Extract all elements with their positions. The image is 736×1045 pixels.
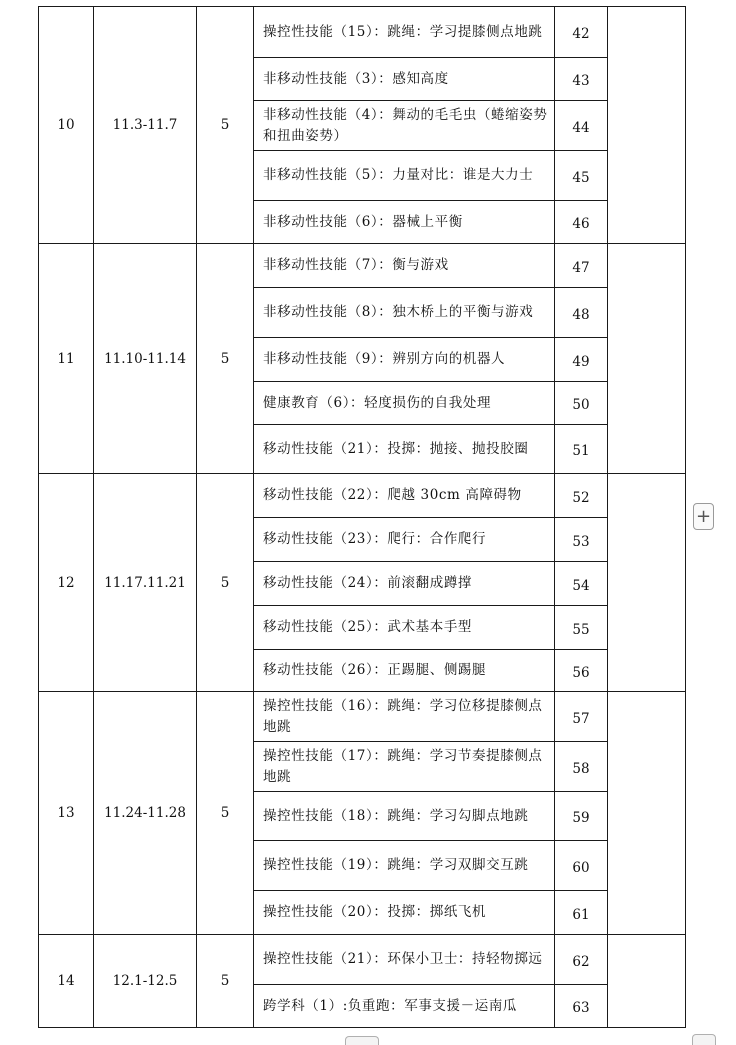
lesson-number-cell: 55	[555, 606, 608, 650]
lesson-number-cell: 62	[555, 935, 608, 985]
lesson-cell: 移动性技能（23）：爬行：合作爬行	[254, 518, 555, 562]
hours-cell: 5	[197, 935, 254, 1028]
corner-resize-handle[interactable]	[692, 1034, 716, 1045]
table-row	[39, 935, 686, 985]
notes-cell	[608, 935, 686, 1028]
lesson-number-cell: 43	[555, 58, 608, 101]
lesson-number-cell: 56	[555, 650, 608, 692]
lesson-cell: 操控性技能（20）：投掷：掷纸飞机	[254, 891, 555, 935]
lesson-cell: 操控性技能（17）：跳绳：学习节奏提膝侧点地跳	[254, 742, 555, 792]
lesson-cell: 移动性技能（24）：前滚翻成蹲撑	[254, 562, 555, 606]
lesson-number-cell: 63	[555, 985, 608, 1028]
lesson-cell: 非移动性技能（9）：辨别方向的机器人	[254, 338, 555, 382]
hours-cell: 5	[197, 474, 254, 692]
week-cell: 11	[39, 244, 94, 474]
hours-cell: 5	[197, 244, 254, 474]
date-range-cell: 11.3-11.7	[94, 7, 197, 244]
date-range-cell: 11.17.11.21	[94, 474, 197, 692]
lesson-cell: 移动性技能（26）：正踢腿、侧踢腿	[254, 650, 555, 692]
lesson-number-cell: 42	[555, 7, 608, 58]
notes-cell	[608, 244, 686, 474]
week-cell: 13	[39, 692, 94, 935]
lesson-cell: 非移动性技能（7）：衡与游戏	[254, 244, 555, 288]
lesson-number-cell: 60	[555, 841, 608, 891]
date-range-cell: 11.24-11.28	[94, 692, 197, 935]
hours-cell: 5	[197, 7, 254, 244]
lesson-number-cell: 51	[555, 425, 608, 474]
lesson-cell: 跨学科（1）:负重跑：军事支援－运南瓜	[254, 985, 555, 1028]
hours-cell: 5	[197, 692, 254, 935]
lesson-number-cell: 48	[555, 288, 608, 338]
lesson-cell: 移动性技能（22）：爬越 30cm 高障碍物	[254, 474, 555, 518]
lesson-cell: 移动性技能（21）：投掷：抛接、抛投胶圈	[254, 425, 555, 474]
table-row	[39, 7, 686, 58]
notes-cell	[608, 474, 686, 692]
lesson-cell: 操控性技能（18）：跳绳：学习勾脚点地跳	[254, 792, 555, 841]
lesson-cell: 操控性技能（15）：跳绳：学习提膝侧点地跳	[254, 7, 555, 58]
lesson-number-cell: 58	[555, 742, 608, 792]
lesson-number-cell: 49	[555, 338, 608, 382]
table-row	[39, 692, 686, 742]
lesson-number-cell: 47	[555, 244, 608, 288]
lesson-cell: 操控性技能（16）：跳绳：学习位移提膝侧点地跳	[254, 692, 555, 742]
lesson-cell: 非移动性技能（4）：舞动的毛毛虫（蜷缩姿势和扭曲姿势）	[254, 101, 555, 151]
notes-cell	[608, 7, 686, 244]
lesson-number-cell: 52	[555, 474, 608, 518]
add-row-button[interactable]: +	[693, 503, 714, 530]
lesson-number-cell: 45	[555, 151, 608, 201]
lesson-number-cell: 50	[555, 382, 608, 425]
week-cell: 14	[39, 935, 94, 1028]
lesson-number-cell: 54	[555, 562, 608, 606]
notes-cell	[608, 692, 686, 935]
lesson-cell: 非移动性技能（6）：器械上平衡	[254, 201, 555, 244]
week-cell: 10	[39, 7, 94, 244]
lesson-cell: 健康教育（6）：轻度损伤的自我处理	[254, 382, 555, 425]
lesson-number-cell: 46	[555, 201, 608, 244]
lesson-cell: 非移动性技能（8）：独木桥上的平衡与游戏	[254, 288, 555, 338]
lesson-number-cell: 61	[555, 891, 608, 935]
lesson-number-cell: 53	[555, 518, 608, 562]
lesson-number-cell: 59	[555, 792, 608, 841]
date-range-cell: 12.1-12.5	[94, 935, 197, 1028]
date-range-cell: 11.10-11.14	[94, 244, 197, 474]
lesson-number-cell: 44	[555, 101, 608, 151]
lesson-cell: 操控性技能（19）：跳绳：学习双脚交互跳	[254, 841, 555, 891]
lesson-cell: 非移动性技能（3）：感知高度	[254, 58, 555, 101]
lesson-number-cell: 57	[555, 692, 608, 742]
schedule-table	[38, 6, 686, 1028]
lesson-cell: 移动性技能（25）：武术基本手型	[254, 606, 555, 650]
week-cell: 12	[39, 474, 94, 692]
lesson-cell: 非移动性技能（5）：力量对比：谁是大力士	[254, 151, 555, 201]
lesson-cell: 操控性技能（21）：环保小卫士：持轻物掷远	[254, 935, 555, 985]
table-row	[39, 474, 686, 518]
table-row	[39, 244, 686, 288]
